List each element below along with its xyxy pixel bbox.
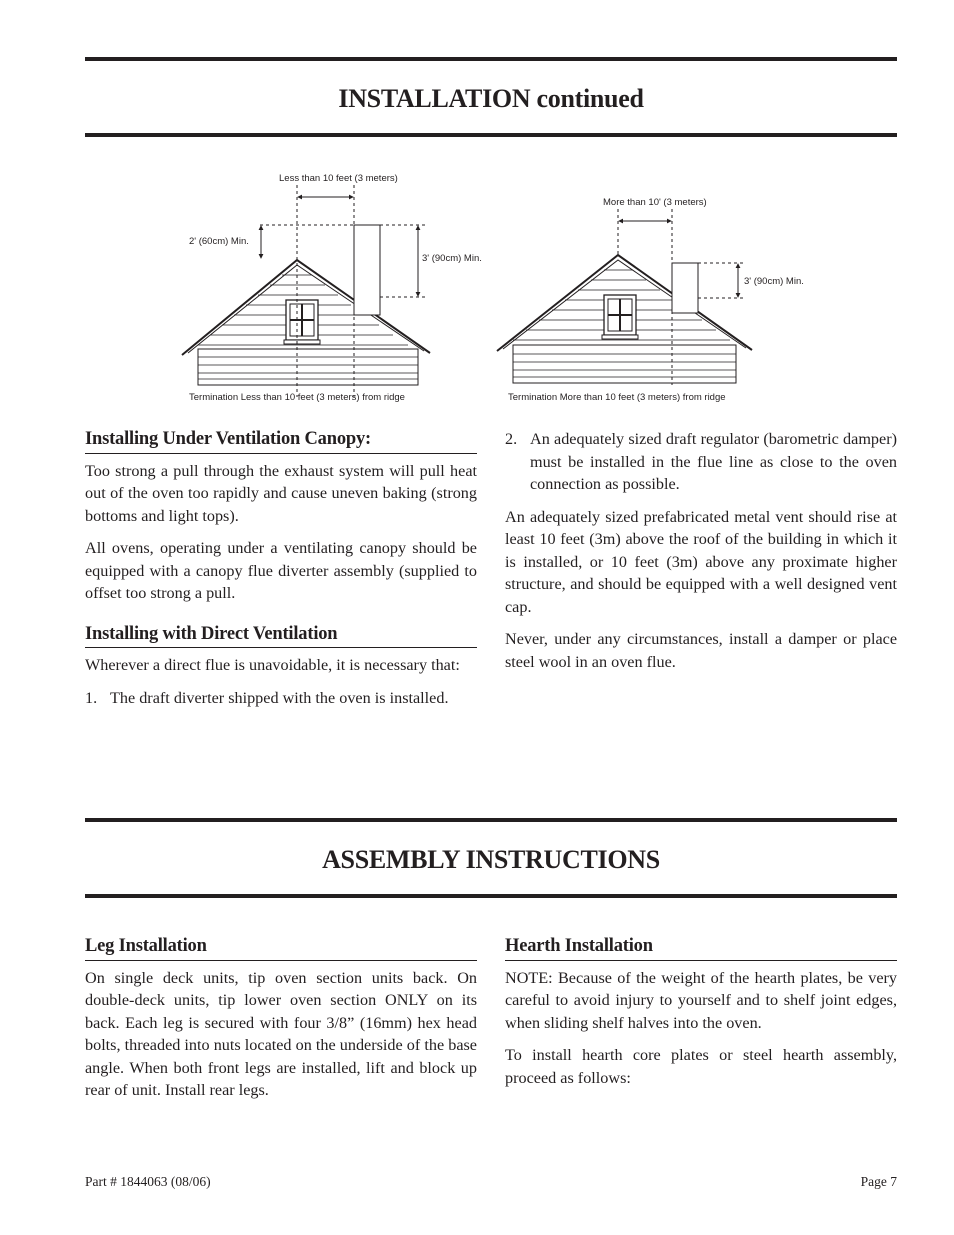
hearth-column: [505, 935, 897, 1099]
right-top-label: More than 10' (3 meters): [603, 197, 707, 208]
page-number: Page 7: [860, 1174, 897, 1189]
direct-paragraph-1: Wherever a direct flue is unavoidable, it is necessary that:: [85, 656, 460, 674]
leg-column: [85, 935, 477, 1112]
left-house: [182, 185, 430, 397]
assembly-top-rule: [85, 818, 897, 822]
installation-title: INSTALLATION continued: [338, 84, 644, 113]
list-item: [505, 428, 897, 496]
list-item-text: An adequately sized draft regulator (barometric damper) must be installed in the flue line as close to the oven connection as possible.: [530, 430, 897, 493]
direct-paragraph-2: An adequately sized prefabricated metal vent should rise at least 10 feet (3m) above the roof of the building in which it is installed, or 10 feet (3m) above any proximate higher structure, and should be equipped with a well designed vent cap.: [505, 507, 897, 616]
right-caption: Termination More than 10 feet (3 meters) from ridge: [508, 392, 726, 403]
canopy-paragraph-1: Too strong a pull through the exhaust system will pull heat out of the oven too rapidly and cause uneven baking (strong bottoms and light tops).: [85, 461, 477, 525]
list-item-text: The draft diverter shipped with the oven is installed.: [110, 688, 449, 707]
direct-paragraph-3: Never, under any circumstances, install a damper or place steel wool in an oven flue.: [505, 630, 897, 671]
hearth-heading: Hearth Installation: [505, 935, 897, 961]
canopy-heading: Installing Under Ventilation Canopy:: [85, 428, 477, 454]
installation-left-column: [85, 428, 477, 719]
leg-heading: Leg Installation: [85, 935, 477, 961]
hearth-paragraph-1: NOTE: Because of the weight of the hearth plates, be very careful to avoid injury to yourself and to shelf joint edges, when sliding shelf halves into the oven.: [505, 968, 897, 1032]
list-item: [85, 687, 477, 710]
roof-termination-diagram: [170, 165, 804, 410]
canopy-paragraph-2: All ovens, operating under a ventilating canopy should be equipped with a canopy flue diverter assembly (supplied to offset too strong a pull.: [85, 539, 477, 602]
part-number: Part # 1844063 (08/06): [85, 1174, 211, 1189]
list-item-number: 2.: [505, 430, 518, 448]
title-rule: [85, 133, 897, 137]
direct-heading: Installing with Direct Ventilation: [85, 623, 477, 649]
left-ridge-label: 2' (60cm) Min.: [189, 236, 249, 247]
assembly-title: ASSEMBLY INSTRUCTIONS: [322, 845, 660, 874]
assembly-title-rule: [85, 894, 897, 898]
right-chimney-label: 3' (90cm) Min.: [744, 276, 804, 287]
left-caption: Termination Less than 10 feet (3 meters) from ridge: [189, 392, 405, 403]
left-chimney-label: 3' (90cm) Min.: [422, 253, 482, 264]
installation-right-column: [505, 428, 897, 683]
hearth-paragraph-2: To install hearth core plates or steel hearth assembly, proceed as follows:: [505, 1046, 897, 1087]
right-house: [497, 209, 752, 385]
left-top-label: Less than 10 feet (3 meters): [279, 173, 398, 184]
top-rule: [85, 57, 897, 61]
list-item-number: 1.: [85, 688, 98, 707]
leg-paragraph: On single deck units, tip oven section units back. On double-deck units, tip lower oven section ONLY on its back. Each leg is secured with four 3/8” (16mm) hex head bolts, threaded into nuts located on the underside of the base angle. When both front legs are installed, lift and block up rear of unit. Install rear legs.: [85, 968, 477, 1099]
